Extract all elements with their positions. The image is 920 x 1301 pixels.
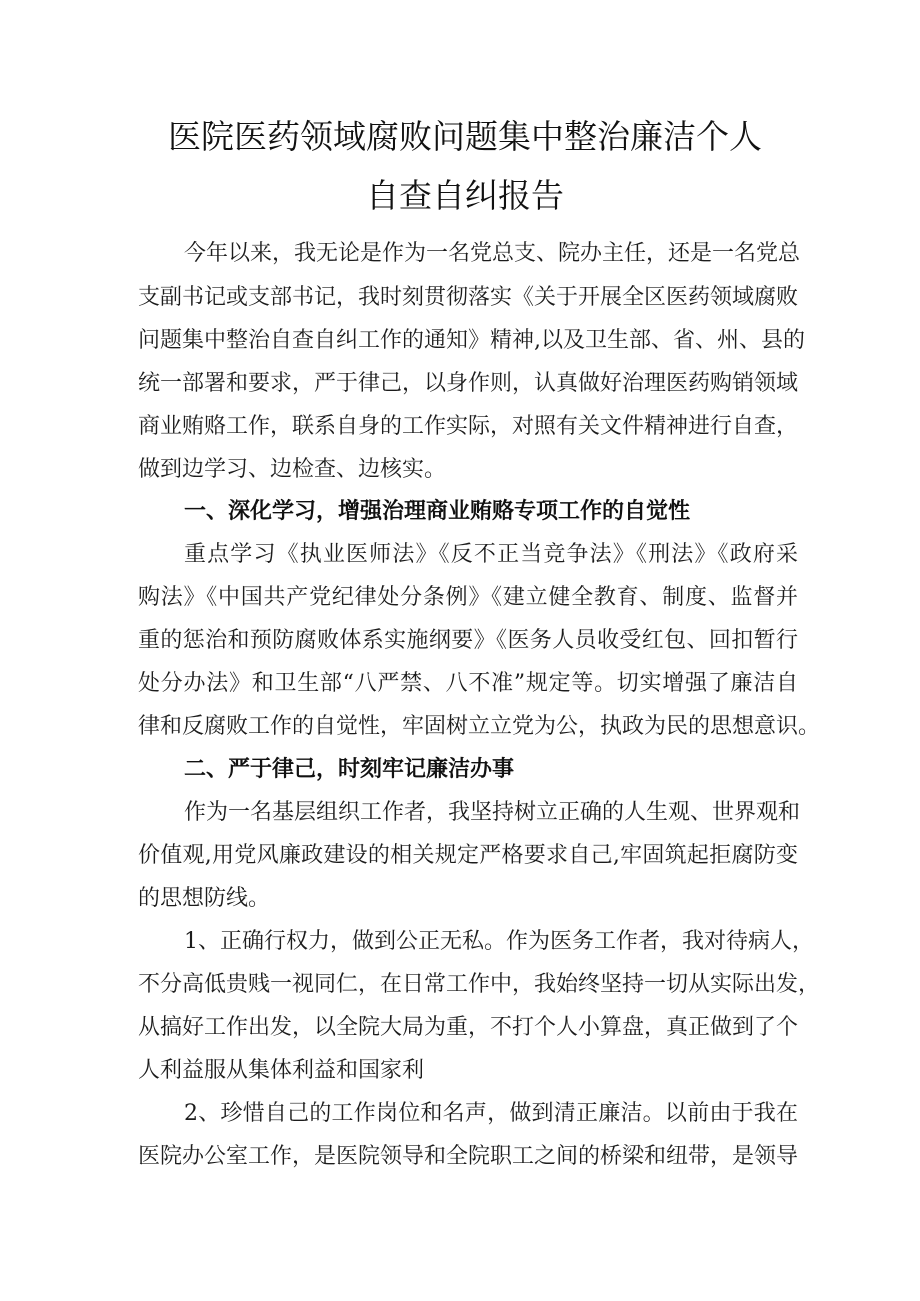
section1-paragraph-line: 购法》《中国共产党纪律处分条例》《建立健全教育、制度、监督并 (138, 585, 798, 610)
intro-paragraph-line: 统一部署和要求，严于律己，以身作则，认真做好治理医药购销领域 (138, 371, 799, 396)
section2-paragraph-line: 作为一名基层组织工作者，我坚持树立正确的人生观、世界观和 (184, 800, 801, 825)
intro-paragraph-line: 做到边学习、边检查、边核实。 (138, 457, 447, 482)
intro-paragraph-line: 支副书记或支部书记，我时刻贯彻落实《关于开展全区医药领域腐败 (138, 285, 799, 310)
item2-paragraph-line: 医院办公室工作，是医院领导和全院职工之间的桥梁和纽带，是领导 (138, 1144, 799, 1169)
section1-paragraph-line: 律和反腐败工作的自觉性，牢固树立立党为公，执政为民的思想意识。 (138, 714, 821, 739)
document-title-line-1: 医院医药领域腐败问题集中整治廉洁个人 (168, 117, 762, 156)
item2-paragraph-line: 2、珍惜自己的工作岗位和名声，做到清正廉洁。以前由于我在 (184, 1101, 798, 1126)
section-heading-2: 二、严于律己，时刻牢记廉洁办事 (184, 757, 515, 782)
item1-paragraph-line: 1、正确行权力，做到公正无私。作为医务工作者，我对待病人， (184, 929, 814, 954)
item1-paragraph-line: 人利益服从集体利益和国家利 (138, 1058, 425, 1083)
section1-paragraph-line: 处分办法》和卫生部“八严禁、八不准”规定等。切实增强了廉洁自 (138, 671, 798, 696)
intro-paragraph-line: 今年以来，我无论是作为一名党总支、院办主任，还是一名党总 (184, 241, 801, 266)
item1-paragraph-line: 从搞好工作出发，以全院大局为重，不打个人小算盘，真正做到了个 (138, 1015, 799, 1040)
section-heading-1: 一、深化学习，增强治理商业贿赂专项工作的自觉性 (184, 499, 691, 524)
document-title-line-2: 自查自纠报告 (366, 176, 564, 215)
intro-paragraph-line: 问题集中整治自查自纠工作的通知》精神,以及卫生部、省、州、县的 (138, 328, 805, 353)
item1-paragraph-line: 不分高低贵贱一视同仁，在日常工作中，我始终坚持一切从实际出发， (138, 972, 821, 997)
section2-paragraph-line: 的思想防线。 (138, 886, 271, 911)
section1-paragraph-line: 重的惩治和预防腐败体系实施纲要》《医务人员收受红包、回扣暂行 (138, 628, 798, 653)
intro-paragraph-line: 商业贿赂工作，联系自身的工作实际，对照有关文件精神进行自查， (138, 414, 799, 439)
section1-paragraph-line: 重点学习《执业医师法》《反不正当竞争法》《刑法》《政府采 (184, 542, 798, 567)
section2-paragraph-line: 价值观,用党风廉政建设的相关规定严格要求自己,牢固筑起拒腐防变 (138, 843, 798, 868)
